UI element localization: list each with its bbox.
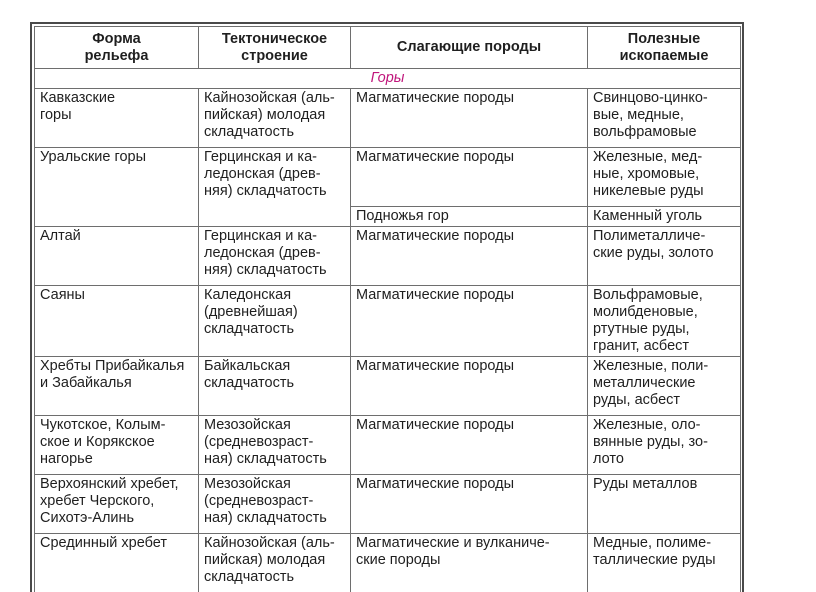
cell-tectonic: Герцинская и ка- ледонская (древ- няя) складчатость <box>199 227 351 286</box>
table-row <box>35 475 741 534</box>
cell-rocks: Магматические породы <box>351 416 588 475</box>
table-row <box>35 286 741 357</box>
cell-minerals: Медные, полиме- таллические руды <box>588 534 741 592</box>
relief-table <box>34 26 741 592</box>
cell-relief: Кавказские горы <box>35 89 199 148</box>
header-tectonic: Тектоническое строение <box>199 27 351 69</box>
cell-tectonic: Мезозойская (средневозраст- ная) складчатость <box>199 416 351 475</box>
cell-rocks: Магматические породы <box>351 148 588 207</box>
header-row <box>35 27 741 69</box>
cell-relief: Алтай <box>35 227 199 286</box>
header-rocks: Слагающие породы <box>351 27 588 69</box>
cell-relief: Чукотское, Колым- ское и Корякское нагорье <box>35 416 199 475</box>
cell-relief: Хребты Прибайкалья и Забайкалья <box>35 357 199 416</box>
cell-minerals: Вольфрамовые, молибденовые, ртутные руды, гранит, асбест <box>588 286 741 357</box>
cell-relief: Верхоянский хребет, хребет Черского, Сихотэ-Алинь <box>35 475 199 534</box>
cell-tectonic: Кайнозойская (аль- пийская) молодая складчатость <box>199 89 351 148</box>
cell-relief: Саяны <box>35 286 199 357</box>
cell-rocks-extra: Подножья гор <box>351 207 588 227</box>
header-relief: Форма рельефа <box>35 27 199 69</box>
table-frame <box>30 22 744 592</box>
cell-tectonic: Кайнозойская (аль- пийская) молодая складчатость <box>199 534 351 592</box>
cell-relief: Уральские горы <box>35 148 199 227</box>
cell-tectonic: Каледонская (древнейшая) складчатость <box>199 286 351 357</box>
cell-rocks: Магматические породы <box>351 357 588 416</box>
cell-minerals: Железные, мед- ные, хромовые, никелевые руды <box>588 148 741 207</box>
cell-relief: Срединный хребет <box>35 534 199 592</box>
cell-minerals-extra: Каменный уголь <box>588 207 741 227</box>
table-row <box>35 357 741 416</box>
table-row <box>35 416 741 475</box>
table-row <box>35 534 741 592</box>
section-title: Горы <box>35 69 741 89</box>
section-row <box>35 69 741 89</box>
cell-tectonic: Мезозойская (средневозраст- ная) складчатость <box>199 475 351 534</box>
table-row <box>35 89 741 148</box>
table-row <box>35 227 741 286</box>
cell-minerals: Железные, поли- металлические руды, асбест <box>588 357 741 416</box>
cell-tectonic: Байкальская складчатость <box>199 357 351 416</box>
cell-rocks: Магматические породы <box>351 475 588 534</box>
cell-minerals: Полиметалличе- ские руды, золото <box>588 227 741 286</box>
cell-rocks: Магматические породы <box>351 286 588 357</box>
table-row <box>35 148 741 207</box>
cell-minerals: Свинцово-цинко- вые, медные, вольфрамовые <box>588 89 741 148</box>
header-minerals: Полезные ископаемые <box>588 27 741 69</box>
cell-rocks: Магматические породы <box>351 89 588 148</box>
cell-rocks: Магматические породы <box>351 227 588 286</box>
cell-tectonic: Герцинская и ка- ледонская (древ- няя) складчатость <box>199 148 351 227</box>
cell-minerals: Руды металлов <box>588 475 741 534</box>
cell-rocks: Магматические и вулканиче- ские породы <box>351 534 588 592</box>
cell-minerals: Железные, оло- вянные руды, зо- лото <box>588 416 741 475</box>
